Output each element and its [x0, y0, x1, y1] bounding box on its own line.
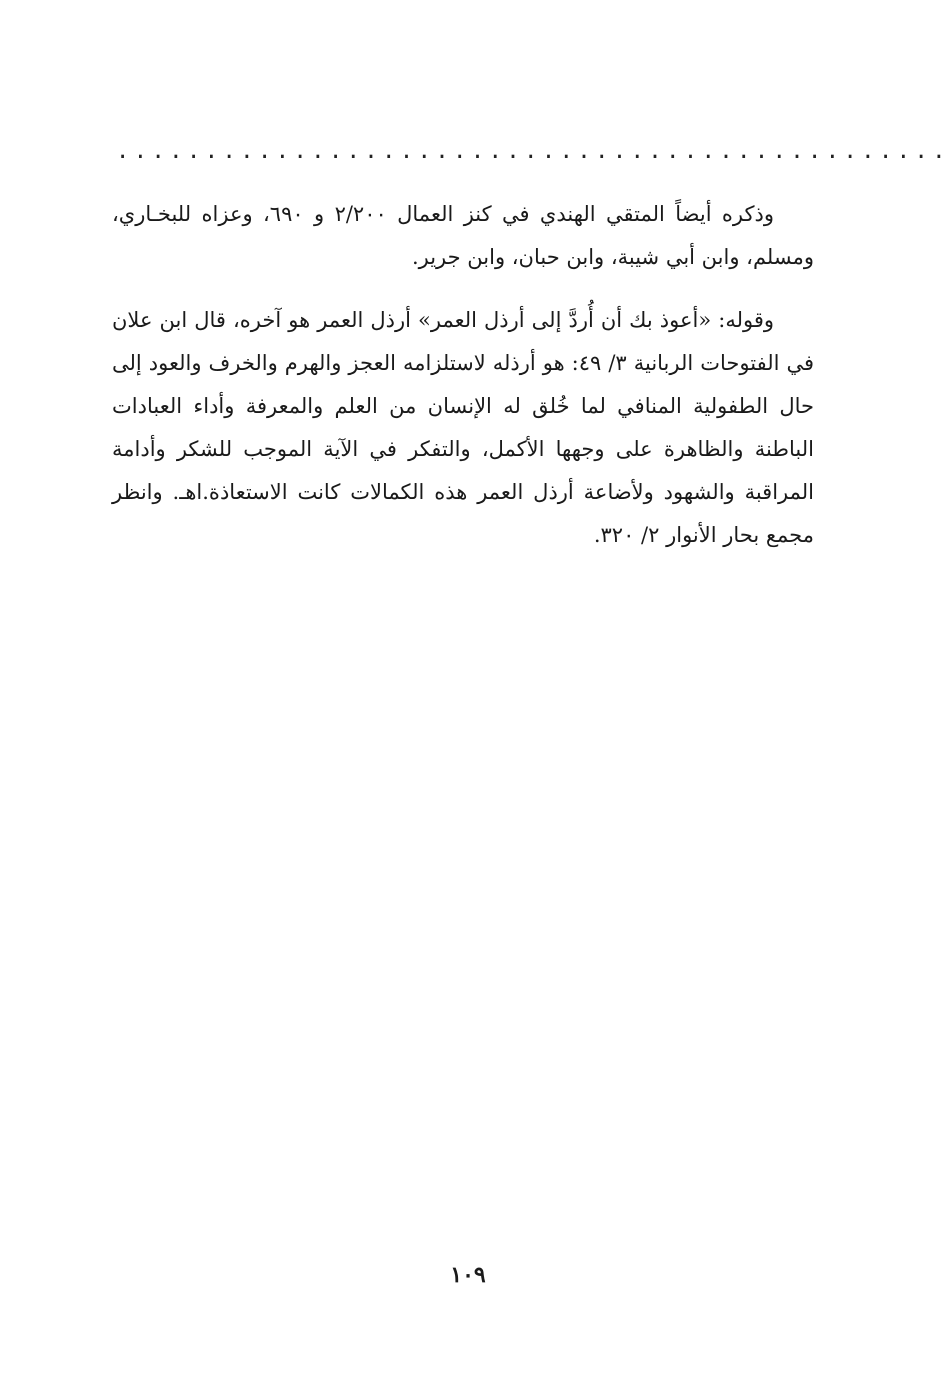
footnote-paragraph: وذكره أيضاً المتقي الهندي في كنز العمال ٢/٢٠٠ و ٦٩٠، وعزاه للبخـاري، ومسلم، وابن أبي شيبة، وابن حبان، وابن جرير. [112, 202, 814, 269]
footnotes-section [112, 193, 814, 577]
footnote-paragraph: وقوله: «أعوذ بك أن أُردَّ إلى أرذل العمر» أرذل العمر هو آخره، قال ابن علان في الفتوحات الربانية ٣/ ٤٩: هو أرذله لاستلزامه العجز والهرم والخرف والعود إلى حال الطفولية المنافي لما خُلق له الإنسان من العلم والمعرفة وأداء العبادات الباطنة والظاهرة على وجهها الأكمل، والتفكر في الآية الموجب للشكر وأدامة المراقبة والشهود ولأضاعة أرذل العمر هذه الكمالات كانت الاستعاذة.اهـ. وانظر مجمع بحار الأنوار ٢/ ٣٢٠. [112, 308, 814, 547]
footnote-separator: ............................................... [116, 139, 950, 164]
page-number: ١٠٩ [450, 1262, 486, 1288]
